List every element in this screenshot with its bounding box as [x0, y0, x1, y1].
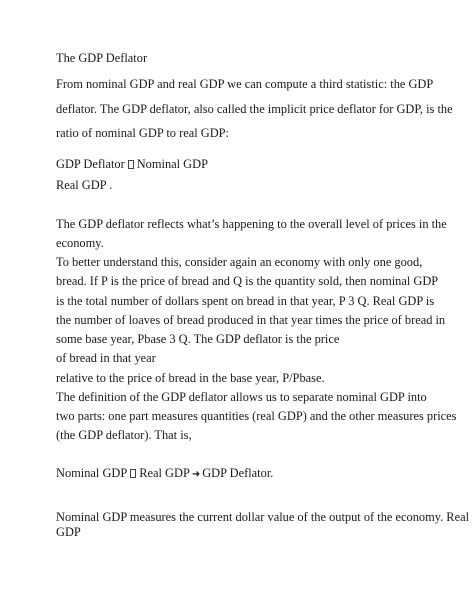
paragraph-line: relative to the price of bread in the base year, P/Pbase.: [56, 371, 325, 385]
paragraph-line: Nominal GDP measures the current dollar value of the output of the economy. Real: [56, 510, 470, 524]
formula-middle: Real GDP: [139, 466, 190, 480]
missing-glyph-icon: [130, 469, 136, 478]
paragraph-line: economy.: [56, 236, 104, 250]
paragraph-line: The definition of the GDP deflator allows us to separate nominal GDP into: [56, 390, 427, 404]
formula-deflator-line: [56, 157, 208, 171]
paragraph-line: From nominal GDP and real GDP we can compute a third statistic: the GDP: [56, 77, 434, 91]
paragraph-line: bread. If P is the price of bread and Q is the quantity sold, then nominal GDP: [56, 274, 439, 288]
paragraph-line: some base year, Pbase 3 Q. The GDP deflator is the price: [56, 332, 340, 346]
section-title: The GDP Deflator: [56, 51, 148, 65]
formula-denominator: Real GDP .: [56, 178, 113, 192]
formula-nominal-line: [56, 466, 273, 482]
formula-left: Nominal GDP: [56, 466, 128, 480]
paragraph-line: ratio of nominal GDP to real GDP:: [56, 126, 229, 140]
paragraph-line: (the GDP deflator). That is,: [56, 428, 192, 442]
paragraph-line: The GDP deflator reflects what’s happening to the overall level of prices in the: [56, 217, 447, 231]
paragraph-line: the number of loaves of bread produced in that year times the price of bread in: [56, 313, 446, 327]
paragraph-line: GDP: [56, 525, 81, 539]
arrow-icon: ➜: [191, 469, 201, 480]
formula-right: Nominal GDP: [136, 157, 208, 171]
paragraph-line: two parts: one part measures quantities (real GDP) and the other measures prices: [56, 409, 457, 423]
paragraph-line: To better understand this, consider again an economy with only one good,: [56, 255, 423, 269]
missing-glyph-icon: [128, 160, 134, 169]
formula-right: GDP Deflator.: [202, 466, 274, 480]
formula-left: GDP Deflator: [56, 157, 125, 171]
paragraph-line: is the total number of dollars spent on bread in that year, P 3 Q. Real GDP is: [56, 294, 435, 308]
paragraph-line: deflator. The GDP deflator, also called the implicit price deflator for GDP, is the: [56, 102, 453, 116]
paragraph-line: of bread in that year: [56, 351, 156, 365]
